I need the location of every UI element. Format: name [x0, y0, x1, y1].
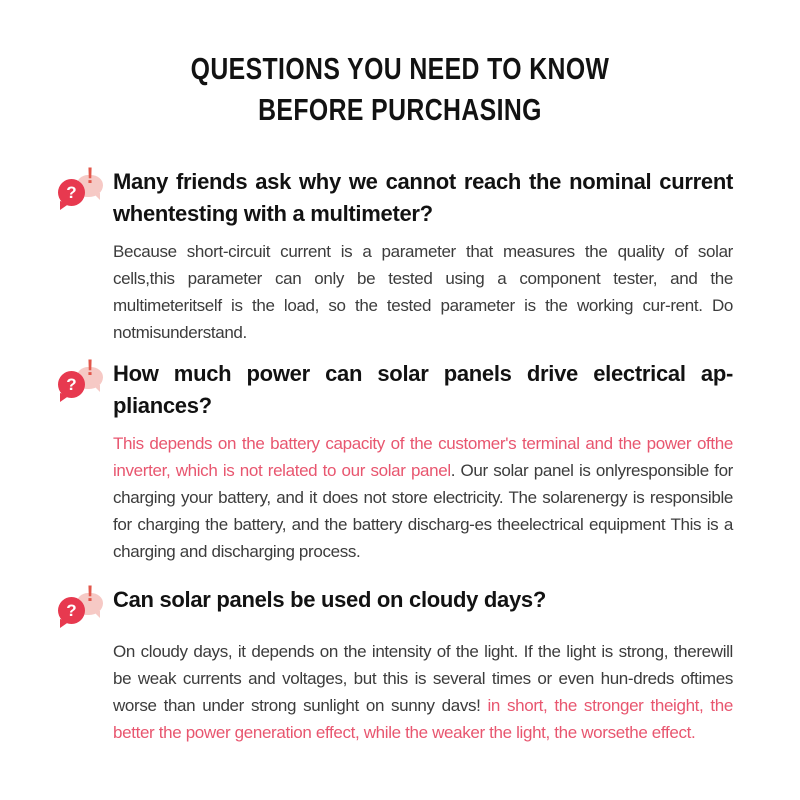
answer-segment-dark: Because short-circuit current is a parameter that measures the quality of solar cells,this parameter can only be tested using a component tester, and the multimeteritself is the load, so the tested parameter is the working cur-rent. Do notmisunderstand. — [113, 242, 733, 342]
answer-segment-dark: On cloudy days, it depends on the intensity of the light. If the light is strong, therewill be weak currents and voltages, but this is several times or even hun-dreds oftimes worse than under strong sunlight on sunny davs! — [113, 642, 733, 715]
question-row — [58, 163, 734, 230]
question-exclamation-icon — [58, 355, 113, 404]
question-heading: Many friends ask why we cannot reach the nominal current whentesting with a multimeter? — [113, 169, 733, 226]
answer-segment-pink: This depends on the battery capacity of the customer's terminal and the power ofthe inverter, which is not related to our solar panel — [113, 434, 733, 480]
question-mark: ? — [66, 182, 77, 202]
page-title — [80, 48, 720, 130]
question-bubble-icon — [58, 179, 85, 206]
question-row — [58, 581, 734, 630]
exclamation-mark: ! — [86, 163, 94, 188]
exclamation-mark: ! — [86, 581, 94, 606]
page-title-line1: QUESTIONS YOU NEED TO KNOW — [190, 51, 610, 86]
answer-paragraph — [113, 238, 733, 346]
question-heading: How much power can solar panels drive electrical ap-pliances? — [113, 361, 733, 418]
answer-segment-dark: . Our solar panel is onlyresponsible for charging your battery, and it does not store electricity. The solarenergy is responsible for charging the battery, and the battery discharg-es theelectrical equipment This is a charging and discharging process. — [113, 461, 733, 561]
exclamation-mark: ! — [86, 355, 94, 380]
answer-paragraph — [113, 638, 733, 746]
page-title-line2: BEFORE PURCHASING — [258, 92, 542, 127]
faq-section — [58, 355, 734, 565]
question-row — [58, 355, 734, 422]
question-bubble-icon — [58, 371, 85, 398]
answer-paragraph — [113, 430, 733, 565]
question-exclamation-icon — [58, 581, 113, 630]
answer-segment-pink: in short, the stronger theight, the better the power generation effect, while the weaker the light, the worsethe effect. — [113, 696, 733, 742]
question-exclamation-icon — [58, 163, 113, 212]
bubble-tail — [60, 393, 69, 402]
faq-section — [58, 581, 734, 746]
question-mark: ? — [66, 374, 77, 394]
question-mark: ? — [66, 600, 77, 620]
bubble-tail — [60, 619, 69, 628]
faq-section — [58, 163, 734, 346]
bubble-tail — [60, 201, 69, 210]
question-heading: Can solar panels be used on cloudy days? — [113, 587, 547, 612]
question-bubble-icon — [58, 597, 85, 624]
